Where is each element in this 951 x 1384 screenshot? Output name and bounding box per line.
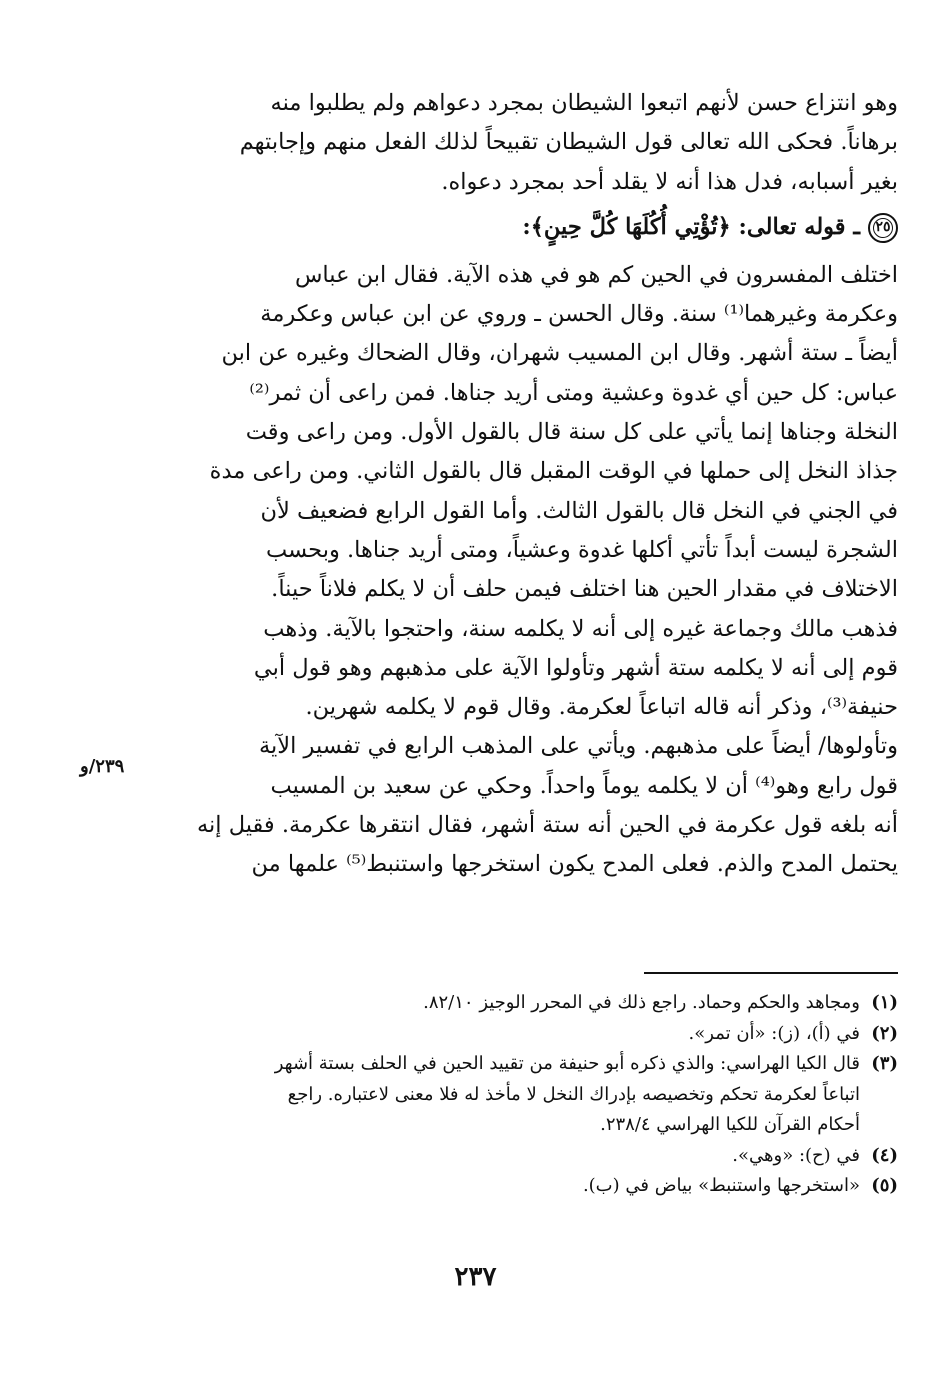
manuscript-folio-marker: ٢٣٩/و: [80, 756, 125, 777]
body-line: فذهب مالك وجماعة غيره إلى أنه لا يكلمه سنة، واحتجوا بالآية. وذهب: [263, 615, 898, 642]
footnote-4: [146, 1141, 898, 1172]
body-line: الشجرة ليست أبداً تأتي أكلها غدوة وعشياً، ومتى أريد جناها. وبحسب: [266, 536, 898, 563]
footnote-number: (٢): [871, 1022, 898, 1044]
footnote-line: في (ح): «وهي».: [732, 1144, 860, 1166]
body-line: وعكرمة وغيرهما⁽¹⁾ سنة. وقال الحسن ـ وروي عن ابن عباس وعكرمة: [260, 301, 898, 328]
footnote-number: (٣): [871, 1053, 898, 1074]
footnote-2: [146, 1019, 898, 1050]
body-line: أيضاً ـ ستة أشهر. وقال ابن المسيب شهران، وقال الضحاك وغيره عن ابن: [221, 340, 898, 367]
body-line: النخلة وجناها إنما يأتي على كل سنة قال بالقول الأول. ومن راعى وقت: [245, 419, 898, 446]
footnote-line: ومجاهد والحكم وحماد. راجع ذلك في المحرر الوجيز ٨٢/١٠.: [423, 992, 860, 1013]
footnote-text: [146, 1019, 860, 1050]
body-line: جذاذ النخل إلى حملها في الوقت المقبل قال بالقول الثاني. ومن راعى مدة: [209, 458, 898, 485]
footnote-5: [146, 1171, 898, 1202]
verse-heading-text: ـ قوله تعالى: ﴿تُؤْتِي أُكُلَهَا كُلَّ حِينٍ﴾:: [522, 214, 860, 241]
verse-heading: [146, 206, 898, 250]
footnote-3: [146, 1049, 898, 1141]
footnote-separator: [644, 972, 898, 974]
footnote-1: [146, 988, 898, 1019]
footnote-number: (٤): [871, 1144, 898, 1166]
body-line: حنيفة⁽³⁾، وذكر أنه قاله اتباعاً لعكرمة. وقال قوم لا يكلمه شهرين.: [305, 694, 898, 721]
footnotes: [146, 988, 898, 1202]
footnote-number: (٥): [871, 1175, 898, 1196]
body-line: وتأولوها/ أيضاً على مذهبهم. ويأتي على المذهب الرابع في تفسير الآية: [258, 733, 898, 760]
body-line: قول رابع وهو⁽⁴⁾ أن لا يكلمه يوماً واحداً. وحكي عن سعيد بن المسيب: [270, 772, 898, 799]
page-number: ٢٣٧: [454, 1262, 497, 1292]
body-line: يحتمل المدح والذم. فعلى المدح يكون استخرجها واستنبط⁽⁵⁾ علمها من: [251, 851, 898, 878]
footnote-line: في (أ)، (ز): «أن تمر».: [688, 1022, 860, 1044]
body-line: عباس: كل حين أي غدوة وعشية ومتى أريد جناها. فمن راعى أن ثمر⁽²⁾: [249, 379, 898, 406]
footnote-line: أحكام القرآن للكيا الهراسي ٢٣٨/٤.: [600, 1114, 860, 1135]
footnote-line: اتباعاً لعكرمة تحكم وتخصيصه بإدراك النخل لا مأخذ له فلا معنى لاعتباره. راجع: [287, 1083, 860, 1105]
body-line: بغير أسبابه، فدل هذا أنه لا يقلد أحد بمجرد دعواه.: [441, 168, 898, 195]
body-line: في الجني في النخل قال بالقول الثالث. وأما القول الرابع فضعيف لأن: [260, 497, 898, 524]
footnote-number: (١): [871, 992, 898, 1013]
footnote-line: قال الكيا الهراسي: والذي ذكره أبو حنيفة من تقييد الحين في الحلف بستة أشهر: [274, 1053, 860, 1074]
footnote-text: [146, 1171, 860, 1202]
body-line: برهاناً. فحكى الله تعالى قول الشيطان تقبيحاً لذلك الفعل منهم وإجابتهم: [239, 129, 898, 156]
body-line: قوم إلى أنه لا يكلمه ستة أشهر وتأولوا الآية على مذهبهم وهو قول أبي: [253, 654, 898, 681]
body-line: اختلف المفسرون في الحين كم هو في هذه الآية. فقال ابن عباس: [294, 261, 898, 288]
body-line: وهو انتزاع حسن لأنهم اتبعوا الشيطان بمجرد دعواهم ولم يطلبوا منه: [270, 90, 898, 116]
footnote-line: «استخرجها واستنبط» بياض في (ب).: [582, 1175, 860, 1196]
body-line: الاختلاف في مقدار الحين هنا اختلف فيمن حلف أن لا يكلم فلاناً حيناً.: [271, 576, 898, 603]
body-line: أنه بلغه قول عكرمة في الحين أنه ستة أشهر، فقال انتقرها عكرمة. فقيل إنه: [196, 812, 898, 839]
verse-number-badge: ٢٥: [868, 213, 898, 243]
footnote-text: [146, 1141, 860, 1172]
footnote-text: [146, 988, 860, 1019]
footnote-text: [146, 1049, 860, 1141]
main-text: [146, 84, 898, 885]
